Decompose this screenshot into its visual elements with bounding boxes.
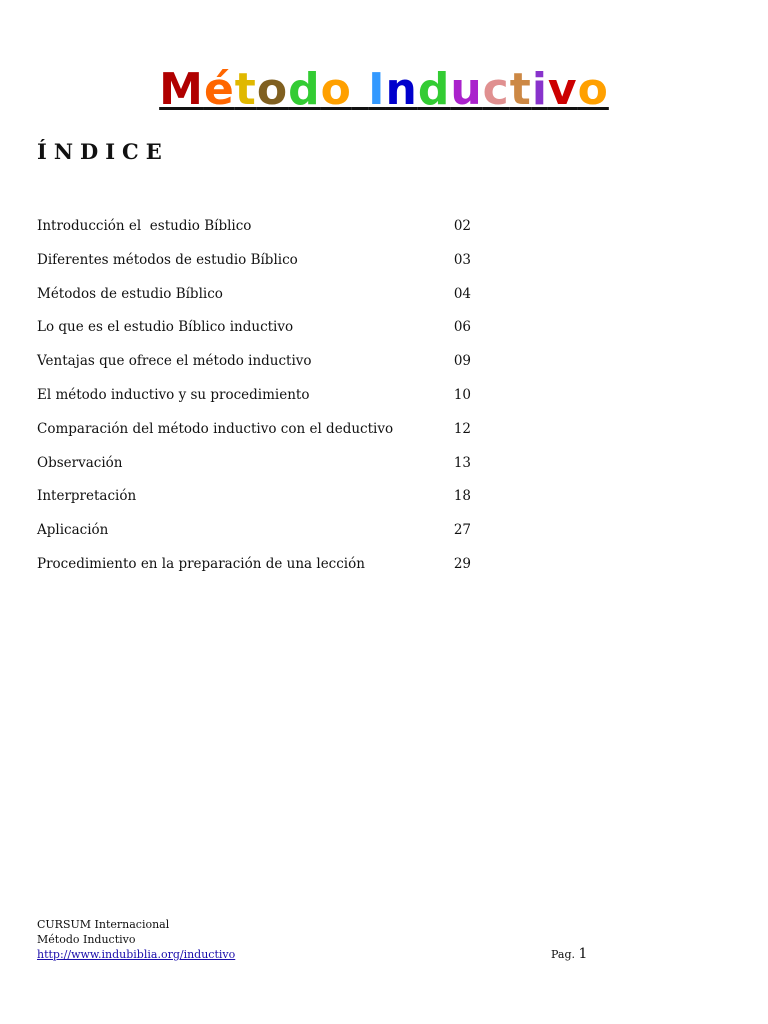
footer-document-name: Método Inductivo [37,933,136,946]
toc-entry [37,385,477,419]
toc-entry-page: 04 [453,285,471,302]
title-letter: i [531,64,548,115]
toc-entry [37,351,477,385]
toc-entry [37,419,477,453]
toc-entry-page: 10 [453,386,471,403]
footer [37,917,235,962]
toc-entry-label: Ventajas que ofrece el método inductivo [37,353,312,370]
toc-entry [37,216,477,250]
title-letter: é [203,64,235,115]
title-letter: o [577,64,609,115]
toc-entry-label: Diferentes métodos de estudio Bíblico [37,251,298,268]
toc-entry [37,317,477,351]
toc-entry-label: Comparación del método inductivo con el deductivo [37,420,394,437]
toc-entry-page: 29 [453,555,471,572]
toc-entry-label: Procedimiento en la preparación de una lección [37,555,365,572]
toc-entry-page: 13 [453,454,471,471]
title-letter: v [547,64,578,115]
toc-entry-page: 06 [453,319,471,336]
toc-entry [37,250,477,284]
toc-entry-label: Interpretación [37,488,137,505]
toc-entry-label: Aplicación [37,522,109,539]
toc-entry-page: 03 [453,251,471,268]
title-letter: o [320,64,352,115]
toc-entry-page: 09 [453,353,471,370]
title-letter: M [159,64,204,115]
footer-link[interactable]: http://www.indubiblia.org/inductivo [37,948,236,961]
index-heading: ÍNDICE [37,139,169,164]
toc-entry-page: 18 [453,488,471,505]
page-number-value: 1 [578,946,588,962]
title-letters [159,62,609,118]
page-number [551,946,587,962]
toc-entry-label: El método inductivo y su procedimiento [37,386,310,403]
title-letter: n [385,64,418,115]
toc-entry-page: 27 [453,522,471,539]
toc-entry-label: Introducción el estudio Bíblico [37,218,252,234]
title-letter: I [368,64,386,115]
title-letter: t [234,64,257,115]
footer-organization: CURSUM Internacional [37,918,170,931]
toc-entry-page: 02 [453,218,471,234]
table-of-contents [37,216,477,588]
toc-entry [37,486,477,520]
title-letter: d [288,64,321,115]
toc-entry-label: Lo que es el estudio Bíblico inductivo [37,319,294,336]
toc-entry [37,554,477,588]
document-title [0,62,768,118]
toc-entry-label: Métodos de estudio Bíblico [37,285,223,302]
title-letter: c [482,64,510,115]
page-label: Pag. [551,948,576,961]
title-letter: t [509,64,532,115]
toc-entry [37,520,477,554]
title-letter: u [450,64,483,115]
title-letter: o [256,64,289,115]
title-letter: d [417,64,451,115]
toc-entry [37,284,477,318]
title-letter [352,64,368,115]
toc-entry [37,453,477,487]
toc-entry-label: Observación [37,454,123,471]
toc-entry-page: 12 [453,420,471,437]
